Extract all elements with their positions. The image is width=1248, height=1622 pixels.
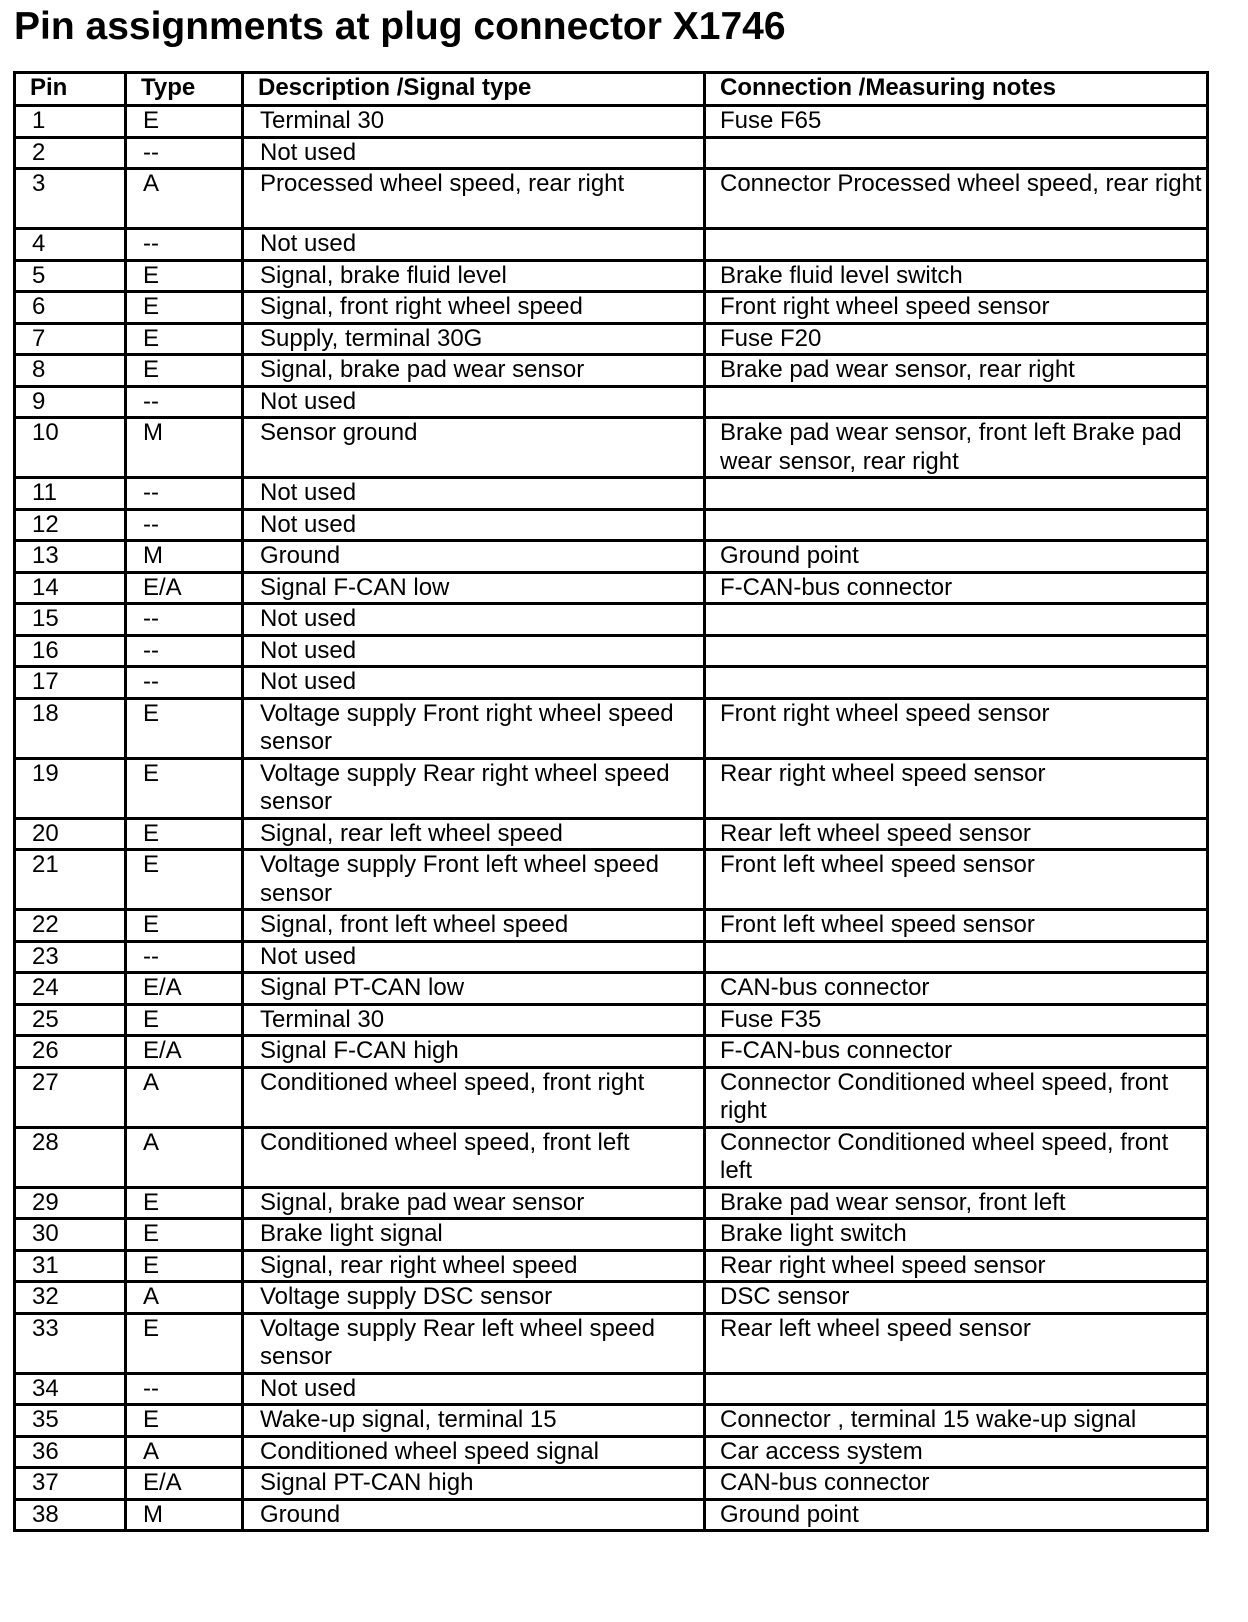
table-row [15, 1219, 1208, 1251]
cell-connection: Ground point [705, 541, 1208, 573]
cell-description: Not used [243, 941, 705, 973]
table-row [15, 818, 1208, 850]
cell-connection: Brake pad wear sensor, rear right [705, 355, 1208, 387]
cell-description: Not used [243, 386, 705, 418]
table-body [15, 106, 1208, 1531]
cell-pin: 8 [15, 355, 126, 387]
page-title: Pin assignments at plug connector X1746 [14, 5, 786, 48]
table-row [15, 667, 1208, 699]
cell-type: E [126, 292, 243, 324]
cell-pin: 10 [15, 418, 126, 478]
cell-pin: 24 [15, 973, 126, 1005]
cell-type: A [126, 1436, 243, 1468]
cell-type: -- [126, 478, 243, 510]
cell-description: Signal, rear right wheel speed [243, 1250, 705, 1282]
cell-pin: 27 [15, 1067, 126, 1127]
cell-pin: 20 [15, 818, 126, 850]
cell-connection: Brake pad wear sensor, front left Brake pad wear sensor, rear right [705, 418, 1208, 478]
cell-description: Not used [243, 137, 705, 169]
cell-connection [705, 635, 1208, 667]
cell-description: Voltage supply Front right wheel speed sensor [243, 698, 705, 758]
cell-description: Processed wheel speed, rear right [243, 169, 705, 229]
pin-assignment-table [13, 71, 1209, 1532]
cell-type: E [126, 1405, 243, 1437]
cell-description: Not used [243, 604, 705, 636]
cell-connection: Front left wheel speed sensor [705, 850, 1208, 910]
cell-type: -- [126, 137, 243, 169]
table-row [15, 1036, 1208, 1068]
header-connection: Connection /Measuring notes [705, 73, 1208, 106]
cell-type: E [126, 698, 243, 758]
table-row [15, 910, 1208, 942]
cell-type: -- [126, 229, 243, 261]
cell-description: Signal, brake pad wear sensor [243, 355, 705, 387]
cell-connection [705, 137, 1208, 169]
table-row [15, 260, 1208, 292]
cell-pin: 32 [15, 1282, 126, 1314]
cell-description: Not used [243, 667, 705, 699]
header-description: Description /Signal type [243, 73, 705, 106]
cell-description: Signal F-CAN high [243, 1036, 705, 1068]
cell-pin: 3 [15, 169, 126, 229]
cell-description: Signal, brake pad wear sensor [243, 1187, 705, 1219]
cell-type: -- [126, 941, 243, 973]
table-row [15, 323, 1208, 355]
cell-connection: Fuse F20 [705, 323, 1208, 355]
cell-connection: Front left wheel speed sensor [705, 910, 1208, 942]
header-pin: Pin [15, 73, 126, 106]
cell-pin: 4 [15, 229, 126, 261]
cell-connection: Fuse F65 [705, 106, 1208, 138]
cell-connection: Front right wheel speed sensor [705, 292, 1208, 324]
cell-connection: CAN-bus connector [705, 973, 1208, 1005]
cell-connection: Front right wheel speed sensor [705, 698, 1208, 758]
cell-description: Terminal 30 [243, 106, 705, 138]
table-row [15, 386, 1208, 418]
cell-description: Not used [243, 478, 705, 510]
cell-type: A [126, 1067, 243, 1127]
cell-type: E [126, 1250, 243, 1282]
cell-connection: CAN-bus connector [705, 1468, 1208, 1500]
cell-pin: 38 [15, 1499, 126, 1531]
cell-pin: 19 [15, 758, 126, 818]
cell-description: Sensor ground [243, 418, 705, 478]
table-row [15, 1313, 1208, 1373]
cell-pin: 37 [15, 1468, 126, 1500]
cell-type: E [126, 1313, 243, 1373]
cell-description: Signal, front right wheel speed [243, 292, 705, 324]
cell-pin: 25 [15, 1004, 126, 1036]
cell-connection: Connector Processed wheel speed, rear right [705, 169, 1208, 229]
table-row [15, 698, 1208, 758]
cell-type: M [126, 541, 243, 573]
cell-type: E [126, 106, 243, 138]
cell-type: -- [126, 604, 243, 636]
cell-type: -- [126, 386, 243, 418]
table-row [15, 1499, 1208, 1531]
table-row [15, 1187, 1208, 1219]
cell-connection: Rear right wheel speed sensor [705, 758, 1208, 818]
cell-pin: 18 [15, 698, 126, 758]
cell-description: Ground [243, 541, 705, 573]
cell-pin: 26 [15, 1036, 126, 1068]
cell-type: -- [126, 509, 243, 541]
cell-description: Signal, front left wheel speed [243, 910, 705, 942]
cell-type: E [126, 1187, 243, 1219]
cell-description: Voltage supply Rear right wheel speed sensor [243, 758, 705, 818]
cell-pin: 14 [15, 572, 126, 604]
table-row [15, 509, 1208, 541]
table-row [15, 137, 1208, 169]
cell-connection: Brake light switch [705, 1219, 1208, 1251]
header-type: Type [126, 73, 243, 106]
cell-pin: 23 [15, 941, 126, 973]
cell-description: Signal PT-CAN high [243, 1468, 705, 1500]
table-row [15, 229, 1208, 261]
cell-type: E/A [126, 1036, 243, 1068]
table-row [15, 1067, 1208, 1127]
table-row [15, 292, 1208, 324]
cell-description: Signal F-CAN low [243, 572, 705, 604]
cell-type: E/A [126, 1468, 243, 1500]
cell-type: E [126, 1004, 243, 1036]
cell-description: Conditioned wheel speed, front right [243, 1067, 705, 1127]
cell-connection [705, 509, 1208, 541]
cell-description: Signal PT-CAN low [243, 973, 705, 1005]
cell-pin: 35 [15, 1405, 126, 1437]
cell-type: E [126, 818, 243, 850]
cell-type: -- [126, 1373, 243, 1405]
cell-type: -- [126, 635, 243, 667]
cell-connection [705, 229, 1208, 261]
table-row [15, 478, 1208, 510]
cell-pin: 21 [15, 850, 126, 910]
cell-description: Signal, rear left wheel speed [243, 818, 705, 850]
table-row [15, 1127, 1208, 1187]
table-row [15, 106, 1208, 138]
cell-pin: 33 [15, 1313, 126, 1373]
table-row [15, 1004, 1208, 1036]
cell-description: Supply, terminal 30G [243, 323, 705, 355]
cell-description: Not used [243, 229, 705, 261]
table-row [15, 1405, 1208, 1437]
cell-type: E [126, 910, 243, 942]
table-row [15, 1282, 1208, 1314]
cell-type: E [126, 355, 243, 387]
cell-pin: 36 [15, 1436, 126, 1468]
cell-pin: 6 [15, 292, 126, 324]
cell-description: Voltage supply Front left wheel speed sensor [243, 850, 705, 910]
cell-pin: 13 [15, 541, 126, 573]
table-row [15, 604, 1208, 636]
cell-type: E [126, 260, 243, 292]
cell-pin: 16 [15, 635, 126, 667]
cell-pin: 22 [15, 910, 126, 942]
cell-connection: Brake fluid level switch [705, 260, 1208, 292]
cell-pin: 12 [15, 509, 126, 541]
cell-connection [705, 1373, 1208, 1405]
cell-type: -- [126, 667, 243, 699]
table-row [15, 1436, 1208, 1468]
table-row [15, 635, 1208, 667]
table-row [15, 572, 1208, 604]
cell-pin: 5 [15, 260, 126, 292]
cell-pin: 31 [15, 1250, 126, 1282]
cell-connection: Connector , terminal 15 wake-up signal [705, 1405, 1208, 1437]
cell-type: E [126, 850, 243, 910]
cell-pin: 34 [15, 1373, 126, 1405]
cell-description: Voltage supply Rear left wheel speed sensor [243, 1313, 705, 1373]
cell-connection [705, 941, 1208, 973]
cell-description: Not used [243, 635, 705, 667]
cell-connection [705, 667, 1208, 699]
cell-description: Wake-up signal, terminal 15 [243, 1405, 705, 1437]
cell-description: Voltage supply DSC sensor [243, 1282, 705, 1314]
cell-connection [705, 478, 1208, 510]
table-row [15, 850, 1208, 910]
table-row [15, 541, 1208, 573]
cell-type: A [126, 169, 243, 229]
cell-connection: Connector Conditioned wheel speed, front left [705, 1127, 1208, 1187]
cell-type: E/A [126, 973, 243, 1005]
cell-connection [705, 386, 1208, 418]
cell-connection: Rear right wheel speed sensor [705, 1250, 1208, 1282]
table-row [15, 1468, 1208, 1500]
cell-pin: 28 [15, 1127, 126, 1187]
cell-description: Ground [243, 1499, 705, 1531]
cell-connection: F-CAN-bus connector [705, 1036, 1208, 1068]
cell-connection: Car access system [705, 1436, 1208, 1468]
cell-type: E [126, 1219, 243, 1251]
cell-type: E/A [126, 572, 243, 604]
cell-description: Conditioned wheel speed, front left [243, 1127, 705, 1187]
cell-pin: 1 [15, 106, 126, 138]
cell-type: A [126, 1127, 243, 1187]
cell-connection: Ground point [705, 1499, 1208, 1531]
cell-connection [705, 604, 1208, 636]
cell-type: E [126, 758, 243, 818]
cell-type: M [126, 1499, 243, 1531]
cell-pin: 29 [15, 1187, 126, 1219]
cell-pin: 7 [15, 323, 126, 355]
table-header-row [15, 73, 1208, 106]
cell-description: Conditioned wheel speed signal [243, 1436, 705, 1468]
table-row [15, 941, 1208, 973]
cell-pin: 11 [15, 478, 126, 510]
cell-pin: 2 [15, 137, 126, 169]
table-row [15, 1250, 1208, 1282]
cell-connection: Rear left wheel speed sensor [705, 818, 1208, 850]
cell-connection: Rear left wheel speed sensor [705, 1313, 1208, 1373]
cell-connection: DSC sensor [705, 1282, 1208, 1314]
cell-description: Terminal 30 [243, 1004, 705, 1036]
cell-connection: Fuse F35 [705, 1004, 1208, 1036]
cell-connection: F-CAN-bus connector [705, 572, 1208, 604]
cell-description: Brake light signal [243, 1219, 705, 1251]
table-row [15, 169, 1208, 229]
cell-pin: 30 [15, 1219, 126, 1251]
cell-connection: Connector Conditioned wheel speed, front right [705, 1067, 1208, 1127]
cell-pin: 15 [15, 604, 126, 636]
cell-type: M [126, 418, 243, 478]
cell-description: Signal, brake fluid level [243, 260, 705, 292]
table-row [15, 1373, 1208, 1405]
table-row [15, 758, 1208, 818]
table-row [15, 418, 1208, 478]
cell-type: E [126, 323, 243, 355]
table-row [15, 973, 1208, 1005]
cell-type: A [126, 1282, 243, 1314]
cell-pin: 9 [15, 386, 126, 418]
cell-connection: Brake pad wear sensor, front left [705, 1187, 1208, 1219]
cell-description: Not used [243, 1373, 705, 1405]
table-row [15, 355, 1208, 387]
cell-description: Not used [243, 509, 705, 541]
cell-pin: 17 [15, 667, 126, 699]
